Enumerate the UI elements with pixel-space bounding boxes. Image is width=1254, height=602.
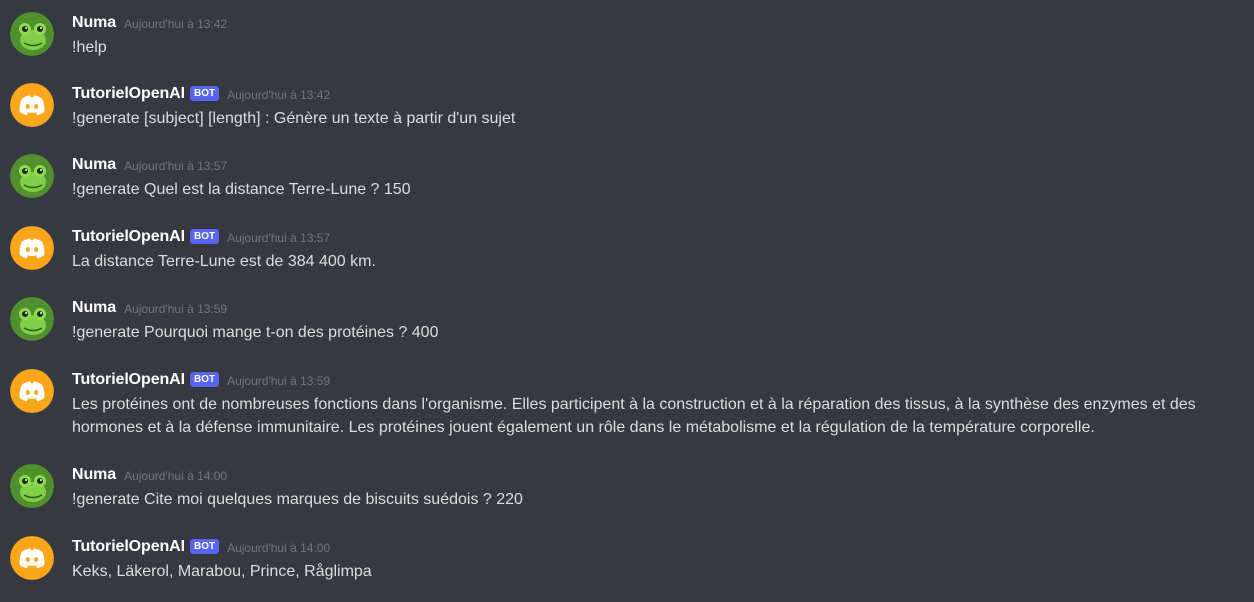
message-content: Keks, Läkerol, Marabou, Prince, Råglimpa [72, 563, 372, 580]
user-avatar[interactable] [10, 297, 54, 341]
message-content: !generate Quel est la distance Terre-Lune ? 150 [72, 181, 411, 198]
discord-logo-icon [10, 536, 54, 580]
message-content: La distance Terre-Lune est de 384 400 km. [72, 253, 376, 270]
user-avatar[interactable] [10, 12, 54, 56]
username[interactable]: TutorielOpenAI [72, 85, 185, 102]
message-header [72, 226, 330, 248]
message-header [72, 464, 227, 486]
message-content: !help [72, 39, 107, 56]
discord-logo-icon [10, 226, 54, 270]
bot-avatar[interactable] [10, 83, 54, 127]
username[interactable]: TutorielOpenAI [72, 371, 185, 388]
discord-logo-icon [10, 83, 54, 127]
bot-avatar[interactable] [10, 536, 54, 580]
frog-avatar-icon [10, 12, 54, 56]
message-header [72, 83, 330, 105]
timestamp[interactable]: Aujourd'hui à 13:57 [227, 231, 331, 245]
bot-badge: BOT [190, 372, 219, 387]
bot-badge: BOT [190, 229, 219, 244]
message-header [72, 297, 227, 319]
username[interactable]: TutorielOpenAI [72, 228, 185, 245]
message-content: !generate [subject] [length] : Génère un texte à partir d'un sujet [72, 110, 516, 127]
frog-avatar-icon [10, 464, 54, 508]
user-avatar[interactable] [10, 154, 54, 198]
timestamp[interactable]: Aujourd'hui à 13:57 [124, 159, 228, 173]
message-header [72, 12, 227, 34]
frog-avatar-icon [10, 297, 54, 341]
message-content: !generate Pourquoi mange t-on des protéines ? 400 [72, 324, 439, 341]
timestamp[interactable]: Aujourd'hui à 13:59 [124, 302, 228, 316]
frog-avatar-icon [10, 154, 54, 198]
timestamp[interactable]: Aujourd'hui à 13:59 [227, 374, 331, 388]
user-avatar[interactable] [10, 464, 54, 508]
discord-logo-icon [10, 369, 54, 413]
username[interactable]: Numa [72, 14, 117, 31]
username[interactable]: Numa [72, 299, 117, 316]
bot-avatar[interactable] [10, 369, 54, 413]
username[interactable]: Numa [72, 156, 117, 173]
username[interactable]: TutorielOpenAI [72, 538, 185, 555]
bot-badge: BOT [190, 86, 219, 101]
message-header [72, 536, 330, 558]
message-content: !generate Cite moi quelques marques de biscuits suédois ? 220 [72, 491, 523, 508]
message-content: Les protéines ont de nombreuses fonctions dans l'organisme. Elles participent à la construction et à la réparation des tissus, à la synthèse des enzymes et des hormones et à la défense immunitaire. Les protéines jouent également un rôle dans le métabolisme et la régulation de la température corporelle. [72, 396, 1196, 436]
username[interactable]: Numa [72, 466, 117, 483]
timestamp[interactable]: Aujourd'hui à 13:42 [124, 17, 228, 31]
timestamp[interactable]: Aujourd'hui à 14:00 [124, 469, 228, 483]
message-header [72, 154, 227, 176]
message-header [72, 369, 330, 391]
bot-badge: BOT [190, 539, 219, 554]
bot-avatar[interactable] [10, 226, 54, 270]
timestamp[interactable]: Aujourd'hui à 13:42 [227, 88, 331, 102]
timestamp[interactable]: Aujourd'hui à 14:00 [227, 541, 331, 555]
